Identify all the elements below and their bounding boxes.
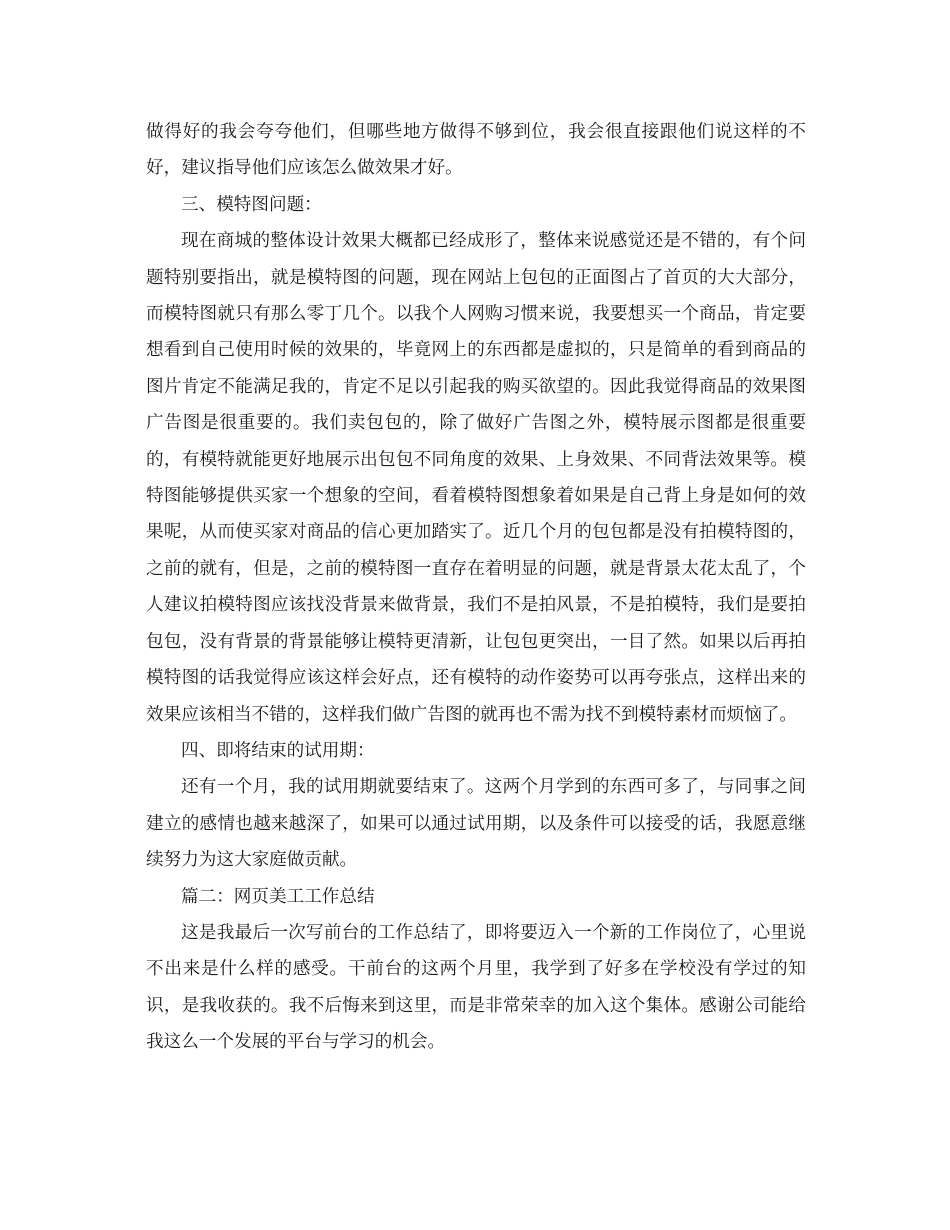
paragraph-front-desk-summary: 这是我最后一次写前台的工作总结了，即将要迈入一个新的工作岗位了，心里说不出来是什么样的感受。干前台的这两个月里，我学到了好多在学校没有学过的知识，是我收获的。我不后悔来到这里，而是非常荣幸的加入这个集体。感谢公司能给我这么一个发展的平台与学习的机会。 — [146, 922, 806, 1053]
document-body — [146, 114, 806, 1061]
heading-probation-ending: 四、即将结束的试用期： — [181, 740, 375, 761]
paragraph-model-image: 现在商城的整体设计效果大概都已经成形了，整体来说感觉还是不错的，有个问题特别要指出，就是模特图的问题，现在网站上包包的正面图占了首页的大大部分，而模特图就只有那么零丁几个。以我个人网购习惯来说，我要想买一个商品，肯定要想看到自己使用时候的效果的，毕竟网上的东西都是虚拟的，只是简单的看到商品的图片肯定不能满足我的，肯定不足以引起我的购买欲望的。因此我觉得商品的效果图广告图是很重要的。我们卖包包的，除了做好广告图之外，模特展示图都是很重要的，有模特就能更好地展示出包包不同角度的效果、上身效果、不同背法效果等。模特图能够提供买家一个想象的空间，看着模特图想象着如果是自己背上身是如何的效果呢，从而使买家对商品的信心更加踏实了。近几个月的包包都是没有拍模特图的，之前的就有，但是，之前的模特图一直存在着明显的问题，就是背景太花太乱了，个人建议拍模特图应该找没背景来做背景，我们不是拍风景，不是拍模特，我们是要拍包包，没有背景的背景能够让模特更清新，让包包更突出，一目了然。如果以后再拍模特图的话我觉得应该这样会好点，还有模特的动作姿势可以再夸张点，这样出来的效果应该相当不错的，这样我们做广告图的就再也不需为找不到模特素材而烦恼了。 — [146, 231, 806, 725]
heading-part-two: 篇二：网页美工工作总结 — [181, 886, 375, 907]
heading-model-image-issue: 三、模特图问题： — [181, 194, 322, 215]
paragraph-continuation: 做得好的我会夸夸他们，但哪些地方做得不够到位，我会很直接跟他们说这样的不好，建议指导他们应该怎么做效果才好。 — [146, 122, 806, 179]
paragraph-probation: 还有一个月，我的试用期就要结束了。这两个月学到的东西可多了，与同事之间建立的感情也越来越深了，如果可以通过试用期，以及条件可以接受的话，我愿意继续努力为这大家庭做贡献。 — [146, 777, 806, 871]
